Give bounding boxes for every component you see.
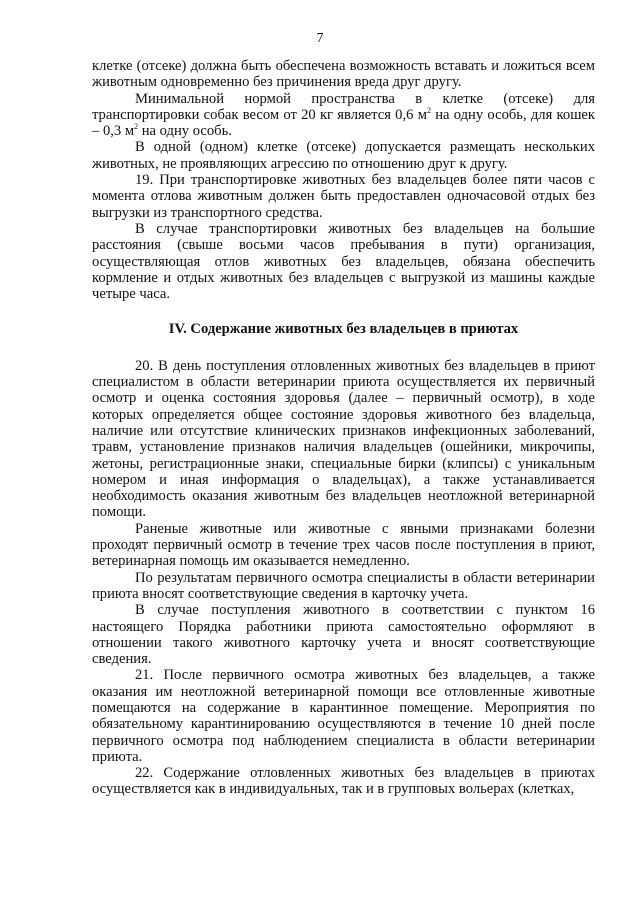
paragraph-space-norms — [92, 91, 595, 140]
paragraph-19: 19. При транспортировке животных без владельцев более пяти часов с момента отлова животным должен быть предоставлен одночасовой отдых без выгрузки из транспортного средства. — [92, 172, 595, 221]
paragraph-exam-results: По результатам первичного осмотра специалисты в области ветеринарии приюта вносят соответствующие сведения в карточку учета. — [92, 569, 595, 602]
section-heading: IV. Содержание животных без владельцев в приютах — [168, 321, 519, 338]
space-norms-text-2: на одну особь, для кошек – 0,3 м — [92, 106, 595, 140]
paragraph-22: 22. Содержание отловленных животных без владельцев в приютах осуществляется как в индивидуальных, так и в групповых вольерах (клетках, — [92, 765, 595, 798]
page-number: 7 — [316, 31, 324, 46]
paragraph-cage-continuation: клетке (отсеке) должна быть обеспечена возможность вставать и ложиться всем животным одновременно без причинения вреда друг другу. — [92, 58, 595, 91]
paragraph-20: 20. В день поступления отловленных животных без владельцев в приют специалистом в области ветеринарии приюта осуществляется их первичный осмотр и оценка состояния здоровья (далее – первичный осмотр), в ходе которых определяется общее состояние здоровья животного без владельца, наличие или отсутствие клинических признаков инфекционных заболеваний, травм, установление признаков наличия владельцев (ошейники, микрочипы, жетоны, регистрационные знаки, специальные бирки (клипсы) с уникальным номером и иная информация о владельцах), а также устанавливается необходимость оказания животным без владельцев неотложной ветеринарной помощи. — [92, 357, 595, 521]
paragraph-21: 21. После первичного осмотра животных без владельцев, а также оказания им неотложной ветеринарной помощи все отловленные животные помещаются на содержание в карантинное помещение. Мероприятия по обязательному карантинированию осуществляются в течение 10 дней после первичного осмотра под наблюдением специалиста в области ветеринарии приюта. — [92, 667, 595, 765]
space-norms-text-1: Минимальной нормой пространства в клетке (отсеке) для транспортировки собак весом от 20 кг является 0,6 м — [92, 90, 595, 123]
square-superscript: 2 — [426, 106, 431, 116]
paragraph-multiple-animals: В одной (одном) клетке (отсеке) допускается размещать нескольких животных, не проявляющих агрессию по отношению друг к другу. — [92, 139, 595, 172]
paragraph-point-16: В случае поступления животного в соответствии с пунктом 16 настоящего Порядка работники приюта самостоятельно оформляют в отношении такого животного карточку учета и вносят соответствующие сведения. — [92, 602, 595, 668]
paragraph-long-distance: В случае транспортировки животных без владельцев на большие расстояния (свыше восьми часов пребывания в пути) организация, осуществляющая отлов животных без владельцев, обязана обеспечить кормление и отдых животных без владельцев с выгрузкой из машины каждые четыре часа. — [92, 220, 595, 303]
square-superscript: 2 — [134, 122, 139, 132]
paragraph-injured-animals: Раненые животные или животные с явными признаками болезни проходят первичный осмотр в течение трех часов после поступления в приют, ветеринарная помощь им оказывается немедленно. — [92, 520, 595, 570]
space-norms-text-3: на одну особь. — [138, 123, 232, 140]
document-body — [92, 58, 595, 798]
